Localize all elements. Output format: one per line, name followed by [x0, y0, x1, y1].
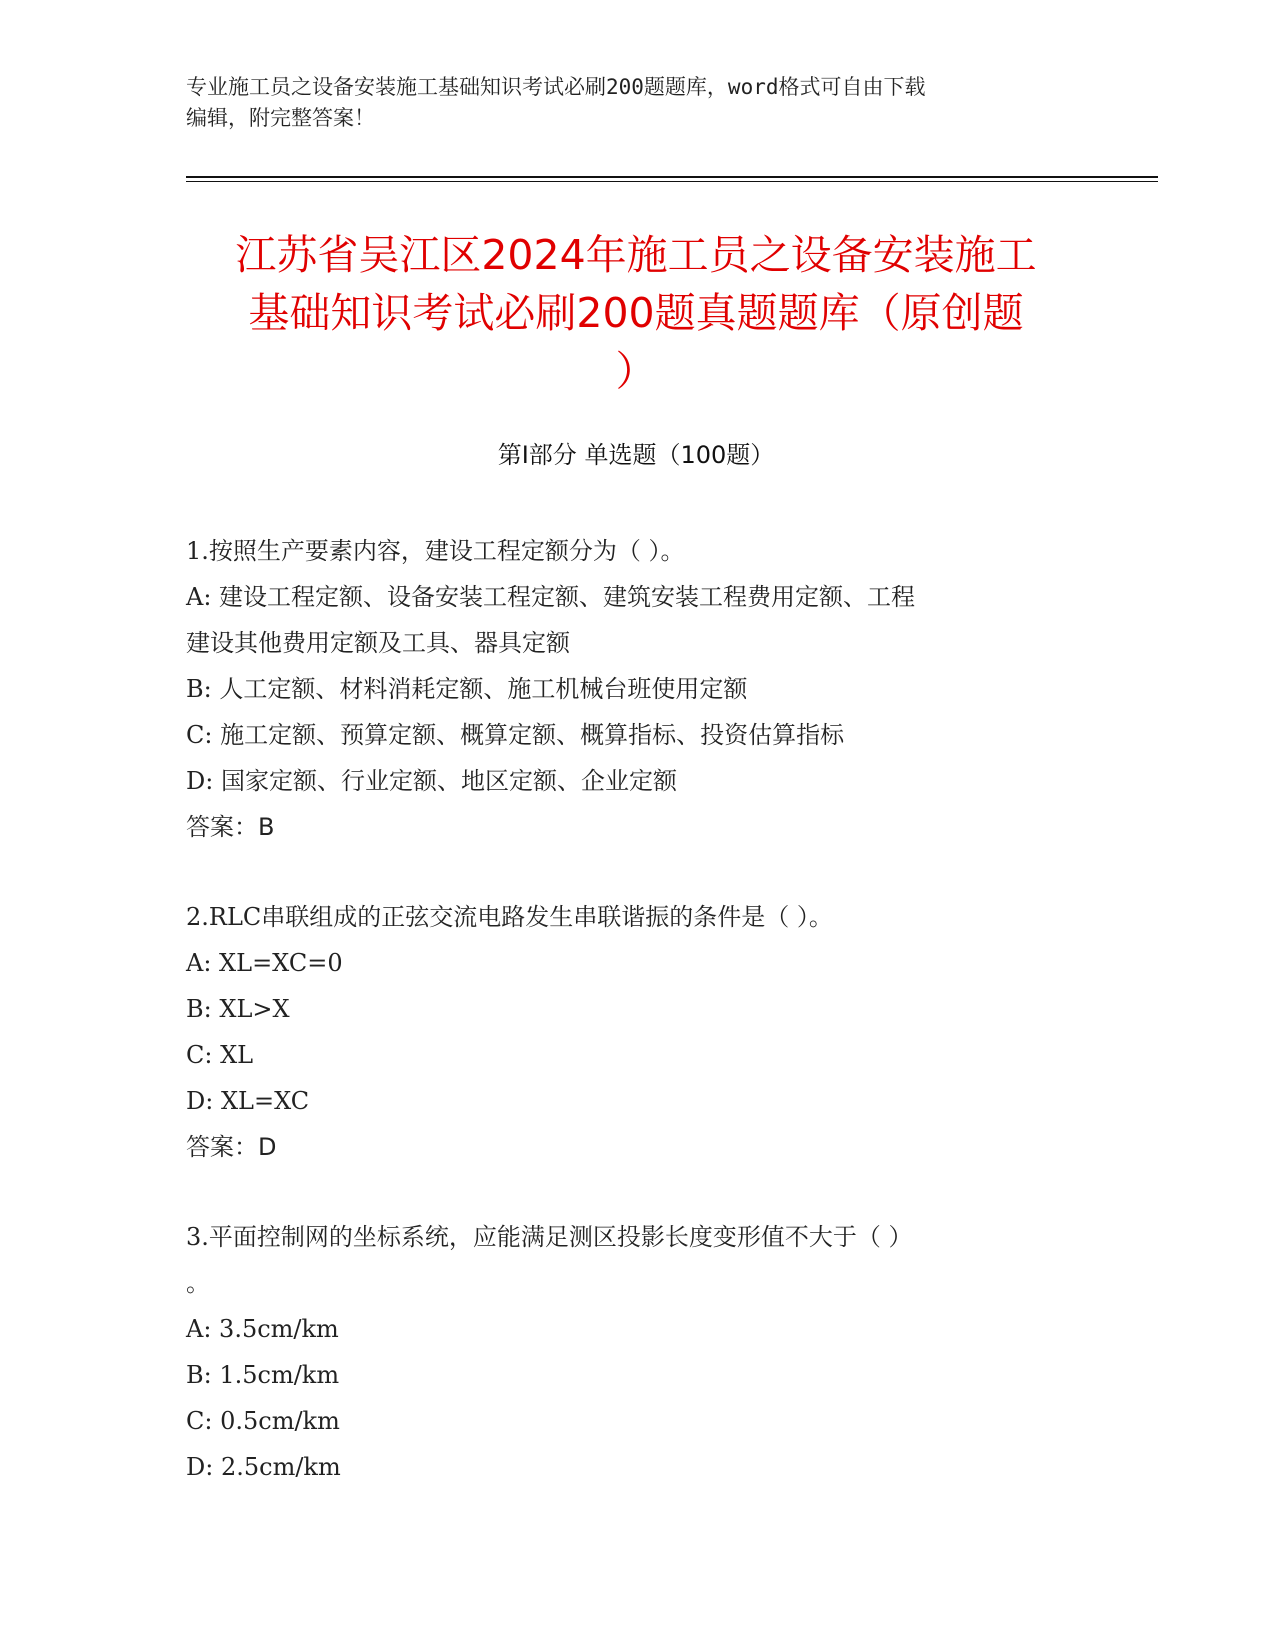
- question-stem: 1.按照生产要素内容，建设工程定额分为（ ）。: [186, 537, 685, 565]
- option-c: C: XL: [186, 1041, 254, 1069]
- option-d: D: 2.5cm/km: [186, 1453, 341, 1481]
- option-d: D: 国家定额、行业定额、地区定额、企业定额: [186, 767, 677, 795]
- option-b: B: 人工定额、材料消耗定额、施工机械台班使用定额: [186, 675, 748, 703]
- spacer: [186, 850, 1086, 894]
- question-stem: 3.平面控制网的坐标系统，应能满足测区投影长度变形值不大于（ ）: [186, 1223, 913, 1251]
- document-title: [186, 226, 1086, 400]
- option-a: A: 建设工程定额、设备安装工程定额、建筑安装工程费用定额、工程: [186, 583, 916, 611]
- option-a-continued: 建设其他费用定额及工具、器具定额: [186, 629, 570, 657]
- header-note-line: 编辑，附完整答案！: [186, 106, 375, 130]
- header-note: [186, 72, 1086, 134]
- spacer: [186, 1170, 1086, 1214]
- answer-line: 答案：D: [186, 1133, 277, 1161]
- option-d: D: XL=XC: [186, 1087, 310, 1115]
- question-list: [186, 528, 1086, 1490]
- answer-line: 答案：B: [186, 813, 275, 841]
- header-note-line: 专业施工员之设备安装施工基础知识考试必刷200题题库，word格式可自由下载: [186, 75, 926, 99]
- question-item: [186, 1214, 1086, 1490]
- question-item: [186, 894, 1086, 1170]
- title-line: 基础知识考试必刷200题真题题库（原创题: [248, 289, 1024, 337]
- question-stem-continued: 。: [186, 1269, 210, 1297]
- option-b: B: XL>X: [186, 995, 290, 1023]
- section-heading: 第Ⅰ部分 单选题（100题）: [497, 441, 775, 469]
- question-item: [186, 528, 1086, 850]
- option-c: C: 0.5cm/km: [186, 1407, 340, 1435]
- question-stem: 2.RLC串联组成的正弦交流电路发生串联谐振的条件是（ ）。: [186, 903, 833, 931]
- title-line: 江苏省吴江区2024年施工员之设备安装施工: [235, 231, 1037, 279]
- header-rule-thin: [186, 181, 1158, 182]
- title-line: ）: [615, 347, 657, 395]
- option-b: B: 1.5cm/km: [186, 1361, 340, 1389]
- option-a: A: XL=XC=0: [186, 949, 343, 977]
- option-c: C: 施工定额、预算定额、概算定额、概算指标、投资估算指标: [186, 721, 845, 749]
- header-rule-thick: [186, 176, 1158, 178]
- option-a: A: 3.5cm/km: [186, 1315, 339, 1343]
